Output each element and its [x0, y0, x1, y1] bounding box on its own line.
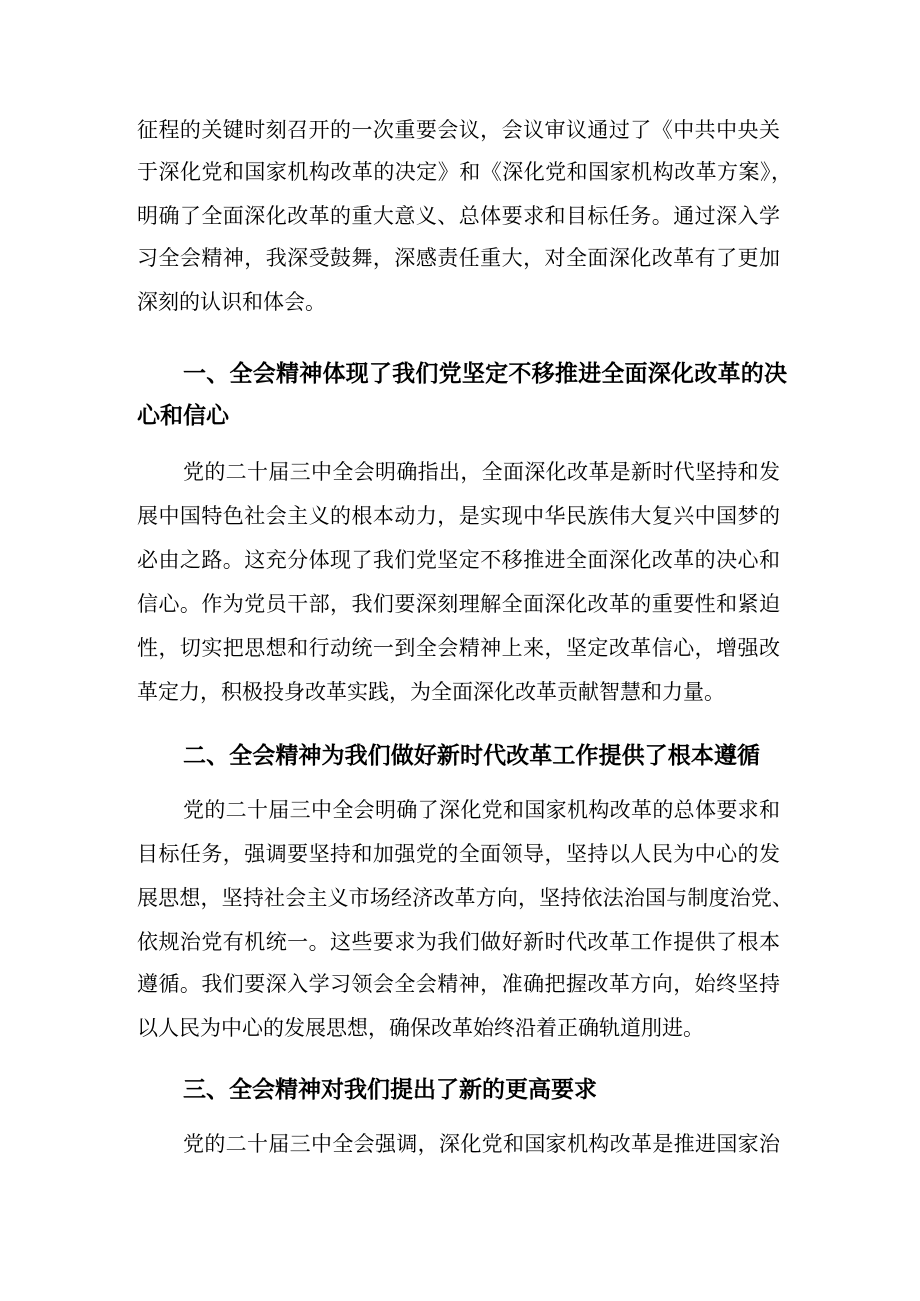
- paragraph-line: 性，切实把思想和行动统一到全会精神上来，坚定改革信心，增强改: [137, 636, 781, 660]
- intro-line: 习全会精神，我深受鼓舞，深感责任重大，对全面深化改革有了更加: [137, 246, 781, 270]
- paragraph-line: 目标任务，强调要坚持和加强党的全面领导，坚持以人民为中心的发: [137, 842, 781, 866]
- intro-line: 于深化党和国家机构改革的决定》和《深化党和国家机构改革方案》，: [137, 160, 793, 184]
- paragraph-line: 党的二十届三中全会强调，深化党和国家机构改革是推进国家治: [183, 1132, 781, 1156]
- paragraph-line: 遵循。我们要深入学习领会全会精神，准确把握改革方向，始终坚持: [137, 972, 781, 996]
- section-heading: 一、全会精神体现了我们党坚定不移推进全面深化改革的决: [183, 361, 788, 387]
- intro-line: 明确了全面深化改革的重大意义、总体要求和目标任务。通过深入学: [137, 204, 781, 228]
- section-heading: 心和信心: [137, 403, 229, 429]
- intro-line: 征程的关键时刻召开的一次重要会议，会议审议通过了《中共中央关: [137, 118, 781, 142]
- paragraph-line: 以人民为中心的发展思想，确保改革始终沿着正确轨道刖进。: [137, 1016, 704, 1040]
- section-heading: 三、全会精神对我们提出了新的更高要求: [183, 1077, 597, 1103]
- paragraph-line: 展思想，坚持社会主义市场经济改革方向，坚持依法治国与制度治党、: [137, 886, 794, 910]
- paragraph-line: 展中国特色社会主义的根本动力，是实现中华民族伟大复兴中国梦的: [137, 504, 781, 528]
- intro-line: 深刻的认识和体会。: [137, 290, 326, 314]
- paragraph-line: 必由之路。这充分体现了我们党坚定不移推进全面深化改革的决心和: [137, 548, 781, 572]
- paragraph-line: 党的二十届三中全会明确指出，全面深化改革是新时代坚持和发: [183, 460, 781, 484]
- paragraph-line: 党的二十届三中全会明确了深化党和国家机构改革的总体要求和: [183, 798, 781, 822]
- paragraph-line: 信心。作为党员干部，我们要深刻理解全面深化改革的重要性和紧迫: [137, 592, 781, 616]
- section-heading: 二、全会精神为我们做好新时代改革工作提供了根本遵循: [183, 743, 761, 769]
- paragraph-line: 依规治党有机统一。这些要求为我们做好新时代改革工作提供了根本: [137, 930, 781, 954]
- paragraph-line: 革定力，积极投身改革实践，为全面深化改革贡献智慧和力量。: [137, 680, 725, 704]
